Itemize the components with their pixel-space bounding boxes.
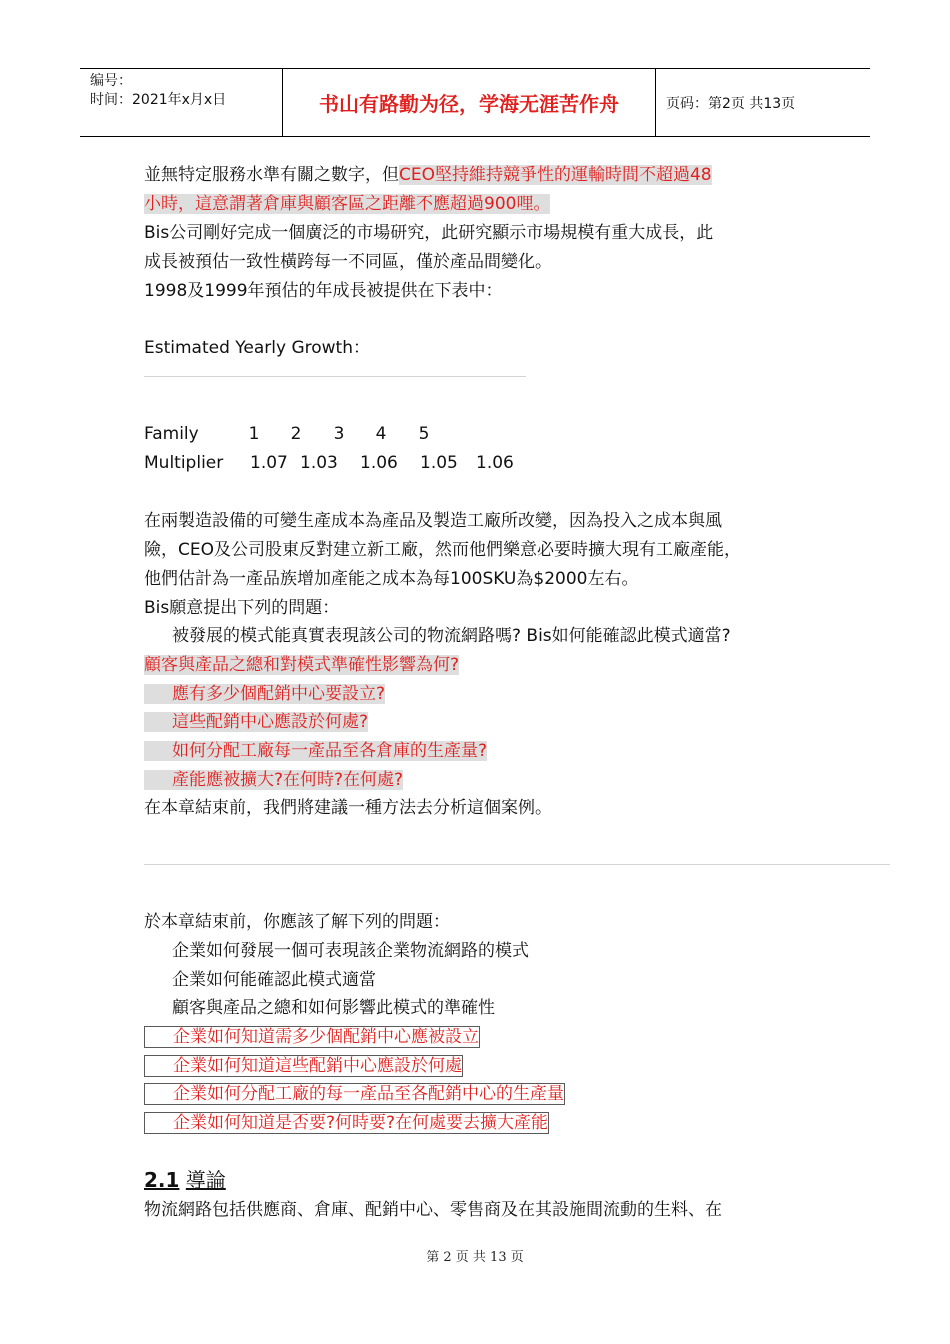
- section-heading: [144, 1166, 226, 1194]
- page-footer: 第 2 页 共 13 页: [426, 1250, 524, 1265]
- question-4: 這些配銷中心應設於何處?: [144, 708, 368, 736]
- objective-6: 企業如何分配工廠的每一產品至各配銷中心的生產量: [144, 1080, 565, 1108]
- family-label: Family: [144, 424, 199, 444]
- growth-table-family-row: [144, 420, 444, 448]
- family-cell: 3: [333, 424, 345, 444]
- serial-label: 编号：: [90, 73, 132, 89]
- objective-3: 顧客與產品之總和如何影響此模式的準確性: [172, 998, 495, 1018]
- objective-1: 企業如何發展一個可表現該企業物流網路的模式: [172, 941, 529, 961]
- section-number: 2.1: [144, 1168, 180, 1192]
- page-header: [80, 68, 870, 137]
- paragraph-2-line-2: 成長被預估一致性橫跨每一不同區，僅於產品間變化。: [144, 252, 552, 272]
- question-5: 如何分配工廠每一產品至各倉庫的生產量?: [144, 737, 487, 765]
- multiplier-cell: 1.03: [300, 453, 338, 473]
- paragraph-4-line-1: 在兩製造設備的可變生產成本為產品及製造工廠所改變，因為投入之成本與風: [144, 511, 722, 531]
- header-meta: [80, 69, 282, 136]
- family-cell: 1: [248, 424, 260, 444]
- multiplier-cell: 1.06: [476, 453, 514, 473]
- growth-table-multiplier-row: [144, 449, 520, 477]
- family-cell: 2: [290, 424, 302, 444]
- multiplier-cell: 1.06: [360, 453, 398, 473]
- paragraph-3: 1998及1999年預估的年成長被提供在下表中：: [144, 281, 503, 301]
- date-label: 时间：2021年x月x日: [90, 92, 227, 108]
- multiplier-label: Multiplier: [144, 453, 224, 473]
- divider-short: [144, 376, 526, 377]
- highlight-red-text: CEO堅持維持競爭性的運輸時間不超過48: [399, 165, 712, 185]
- question-1: 被發展的模式能真實表現該公司的物流網路嗎? Bis如何能確認此模式適當?: [172, 626, 731, 646]
- paragraph-6: 在本章結束前，我們將建議一種方法去分析這個案例。: [144, 798, 552, 818]
- table-title: Estimated Yearly Growth：: [144, 338, 370, 358]
- objective-2: 企業如何能確認此模式適當: [172, 970, 376, 990]
- question-2: 顧客與產品之總和對模式準確性影響為何?: [144, 655, 460, 675]
- paragraph-4-line-2: 險，CEO及公司股東反對建立新工廠，然而他們樂意必要時擴大現有工廠產能，: [144, 540, 741, 560]
- objective-7: 企業如何知道是否要?何時要?在何處要去擴大產能: [144, 1109, 549, 1137]
- paragraph-1-line-1: 並無特定服務水準有關之數字，但CEO堅持維持競爭性的運輸時間不超過48: [144, 165, 712, 185]
- family-cell: 4: [375, 424, 387, 444]
- header-motto: 书山有路勤为径，学海无涯苦作舟: [282, 69, 656, 136]
- family-cell: 5: [418, 424, 430, 444]
- question-6: 產能應被擴大?在何時?在何處?: [144, 766, 403, 794]
- multiplier-cell: 1.05: [420, 453, 458, 473]
- paragraph-1-line-2: [144, 190, 550, 218]
- section-title: 導論: [185, 1168, 226, 1192]
- paragraph-2-line-1: Bis公司剛好完成一個廣泛的市場研究，此研究顯示市場規模有重大成長，此: [144, 223, 714, 243]
- paragraph-4-line-3: 他們估計為一產品族增加產能之成本為每100SKU為$2000左右。: [144, 569, 639, 589]
- objective-5: 企業如何知道這些配銷中心應設於何處: [144, 1052, 463, 1080]
- highlight-red-text: 小時，這意謂著倉庫與顧客區之距離不應超過900哩。: [144, 194, 551, 214]
- objective-4: 企業如何知道需多少個配銷中心應被設立: [144, 1023, 480, 1051]
- paragraph-7: 於本章結束前，你應該了解下列的問題：: [144, 912, 450, 932]
- question-3: 應有多少個配銷中心要設立?: [144, 680, 385, 708]
- paragraph-8: 物流網路包括供應商、倉庫、配銷中心、零售商及在其設施間流動的生料、在: [144, 1200, 722, 1220]
- multiplier-cell: 1.07: [250, 453, 288, 473]
- divider-long: [144, 864, 890, 865]
- paragraph-5: Bis願意提出下列的問題：: [144, 598, 340, 618]
- header-page-info: 页码：第2页 共13页: [666, 95, 796, 112]
